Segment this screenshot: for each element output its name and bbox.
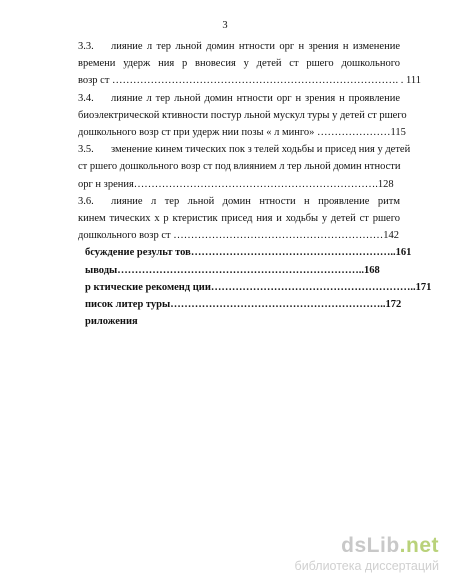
toc-entry-number: 3.4. (78, 92, 94, 104)
page-number: 3 (222, 20, 228, 31)
toc-entry-3-6 (78, 193, 400, 245)
toc-entry-line: кинем тических х р ктеристик присед ния и ходьбы у детей ст ршего (78, 213, 400, 225)
toc-section-page: ..168 (358, 264, 380, 276)
toc-section-label: риложения (85, 316, 138, 328)
toc-entry-line: возр ст ………………………………………………………………………. . 111 (78, 75, 422, 87)
watermark-logo-name: dsLib (341, 534, 400, 557)
toc-entry-line: ст ршего дошкольного возр ст под влиянием л тер льной домин нтности (78, 161, 401, 173)
table-of-contents (78, 38, 432, 330)
toc-section-leader: …………………………………………………………… (117, 264, 359, 276)
toc-section-label: писок литер туры (85, 299, 171, 311)
toc-entry-number: 3.3. (78, 41, 94, 52)
toc-section-page: ..161 (390, 247, 412, 259)
toc-section-label: р ктические рекоменд ции (85, 281, 211, 293)
toc-section-label: ыводы (85, 264, 118, 276)
toc-section-recommendations (78, 279, 432, 296)
toc-section-leader: ………………………………………………… (190, 247, 391, 259)
toc-section-leader: ………………………………………………… (210, 281, 411, 293)
toc-entry-line: лияние л тер льной домин нтности н проявление ритм (111, 195, 400, 207)
toc-entry-line: зменение кинем тических пок з телей ходьбы и присед ния у детей (111, 144, 411, 156)
toc-section-page: ..171 (410, 281, 432, 293)
toc-entry-number: 3.5. (78, 144, 94, 156)
toc-section-appendices (78, 313, 400, 330)
toc-section-references (78, 296, 400, 313)
toc-section-discussion (78, 244, 412, 261)
watermark (275, 534, 445, 578)
toc-entry-3-4 (78, 90, 407, 142)
toc-section-leader: …………………………………………………… (170, 299, 381, 311)
toc-entry-line: времени удерж ния р вновесия у детей ст ршего дошкольного (78, 58, 400, 70)
toc-entry-line: биоэлектрической ктивности постур льной мускул туры у детей ст ршего (78, 109, 407, 121)
toc-section-label: бсуждение результ тов (85, 247, 191, 259)
watermark-logo (341, 534, 439, 558)
toc-entry-number: 3.6. (78, 195, 94, 207)
toc-entry-3-3 (78, 38, 422, 90)
toc-section-conclusions (78, 262, 400, 279)
watermark-subtitle: библиотека диссертаций (294, 559, 439, 573)
watermark-logo-domain: .net (399, 534, 439, 557)
toc-entry-line: орг н зрения…………………………………………………………….128 (78, 178, 394, 190)
toc-entry-line: лияние л тер льной домин нтности орг н зрения н изменение (111, 41, 400, 52)
toc-entry-line: дошкольного возр ст при удерж нии позы « л минго» …………………115 (78, 127, 406, 139)
toc-entry-line: дошкольного возр ст ……………………………………………………142 (78, 230, 399, 242)
toc-section-page: ..172 (380, 299, 402, 311)
toc-entry-line: лияние л тер льной домин нтности орг н зрения н проявление (111, 92, 400, 104)
toc-entry-3-5 (78, 141, 411, 193)
